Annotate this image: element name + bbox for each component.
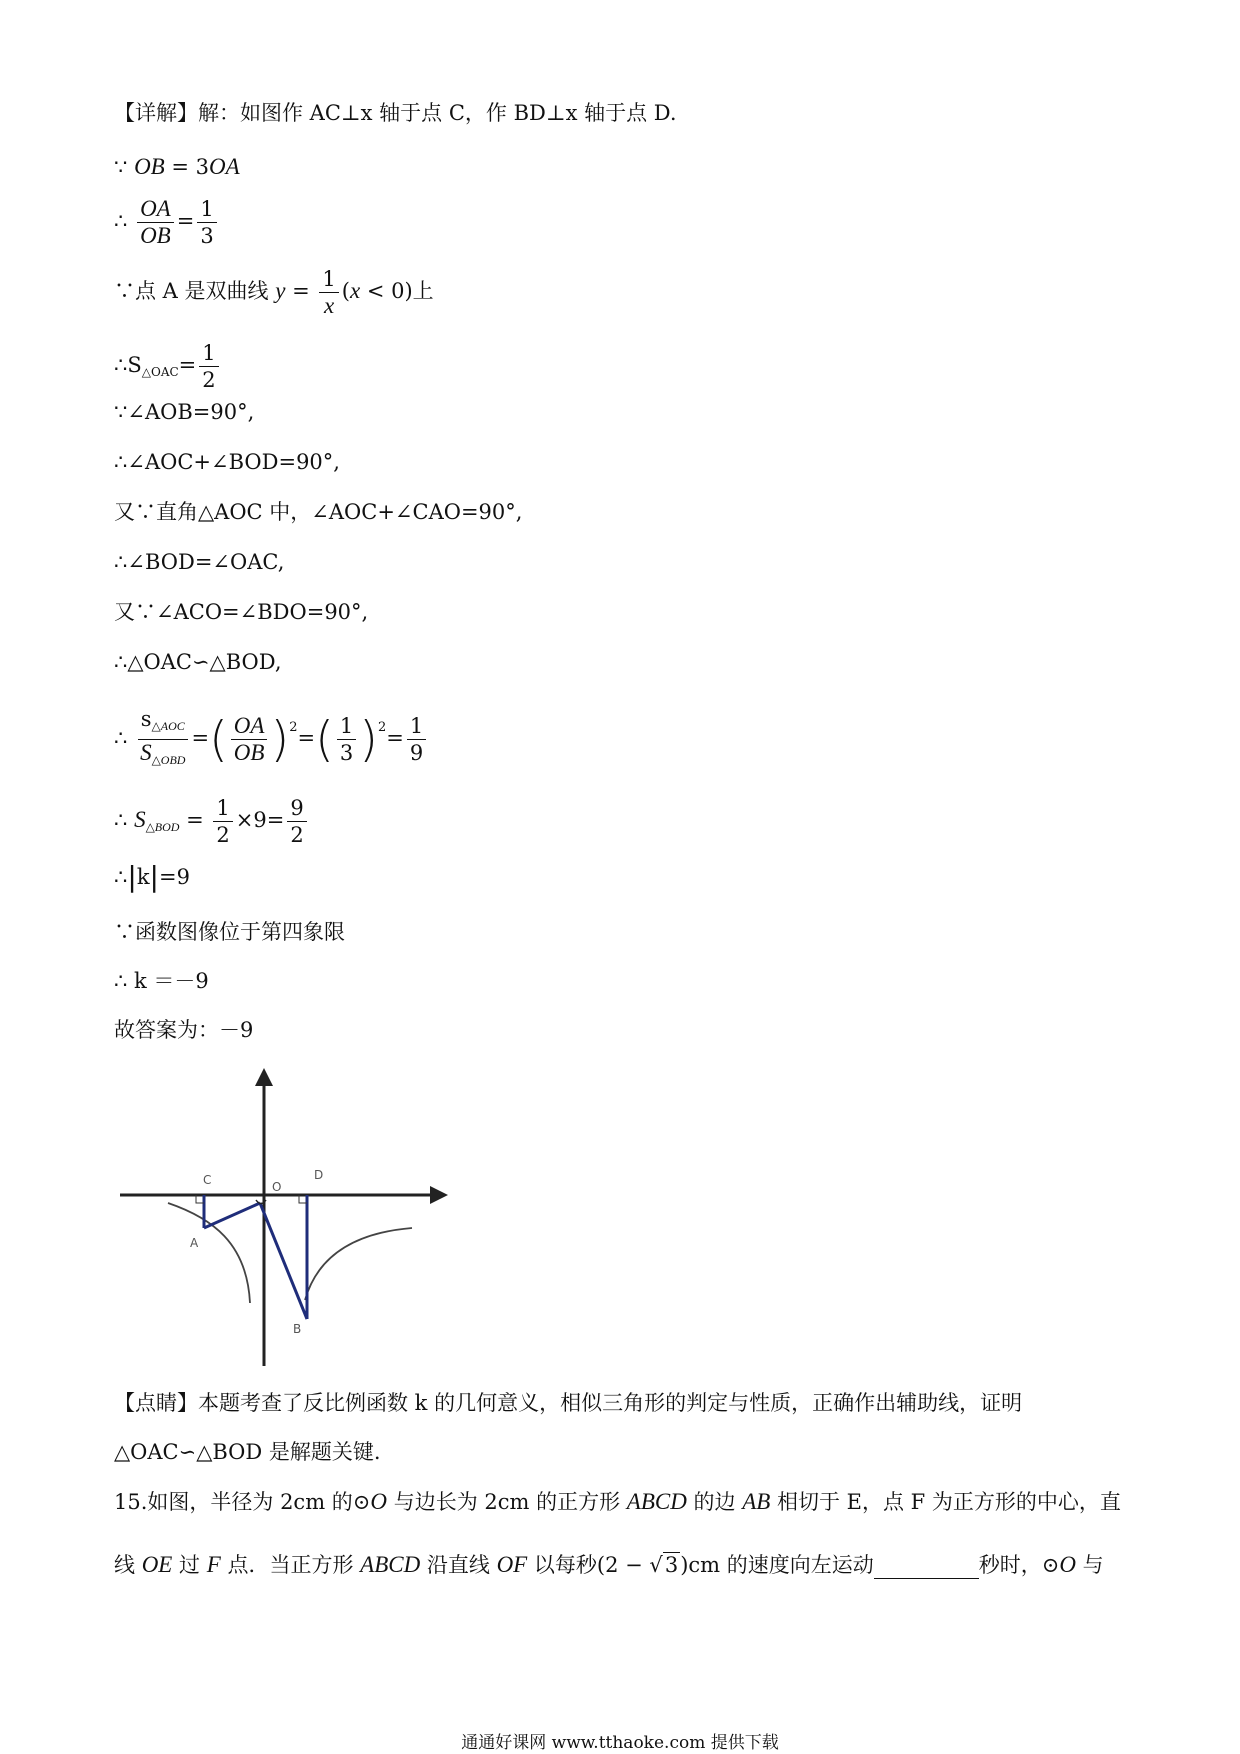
left-curve xyxy=(168,1203,250,1303)
segment-ob: OB xyxy=(134,154,165,179)
area-oac-line xyxy=(114,340,222,393)
similar-triangles-line: ∴△OAC∽△BOD, xyxy=(114,650,282,674)
equals: = xyxy=(176,209,195,233)
area-bod-line xyxy=(114,795,310,848)
fraction-nine-halves: $\frac{9}{2}$ xyxy=(287,795,306,848)
y-axis-arrow-icon xyxy=(255,1068,273,1086)
right-triangle-line: 又∵直角△AOC 中，∠AOC+∠CAO=90°, xyxy=(114,500,523,524)
angle-sum-line: ∴∠AOC+∠BOD=90°, xyxy=(114,450,340,474)
exponent: 2 xyxy=(289,720,298,735)
equals: = xyxy=(285,279,317,303)
times-nine: ×9= xyxy=(235,808,285,832)
answer-line: 故答案为：－9 xyxy=(114,1018,254,1042)
segment-oa: OA xyxy=(209,154,240,179)
denominator: 2 xyxy=(202,368,216,392)
numerator: 1 xyxy=(319,266,338,293)
equals: = xyxy=(297,726,316,750)
fraction-oa-over-ob xyxy=(137,196,174,249)
quadrant-line: ∵函数图像位于第四象限 xyxy=(114,920,345,944)
because-symbol: ∵ xyxy=(114,155,128,179)
label-c: C xyxy=(203,1173,212,1187)
label-b: B xyxy=(293,1322,302,1336)
circle-symbol: ⊙ xyxy=(352,1490,371,1514)
answer-blank[interactable] xyxy=(874,1554,979,1579)
circle-symbol: ⊙ xyxy=(1041,1553,1060,1577)
problem-15-line-1: 15.如图，半径为 2cm 的⊙O 与边长为 2cm 的正方形 ABCD 的边 AB 相切于 E，点 F 为正方形的中心，直 xyxy=(114,1489,1121,1514)
equals: = xyxy=(191,726,210,750)
label-a: A xyxy=(190,1236,199,1250)
label-d: D xyxy=(314,1168,324,1182)
fraction-one-third: $\frac{1}{3}$ xyxy=(337,713,356,766)
denominator: 3 xyxy=(200,224,214,248)
var-y: y xyxy=(275,278,286,303)
right-angles-line: 又∵∠ACO=∠BDO=90°, xyxy=(114,600,369,624)
numerator: 1 xyxy=(197,196,216,223)
abs-k-line: ∴|k|=9 xyxy=(114,860,190,893)
area-subscript: △BOD xyxy=(145,820,180,834)
label-o: O xyxy=(272,1180,282,1194)
hyperbola-figure xyxy=(112,1068,452,1373)
var-x: x xyxy=(349,278,361,303)
hyperbola-prefix: ∵点 A 是双曲线 xyxy=(114,279,269,303)
problem-15-line-2: 线 OE 过 F 点．当正方形 ABCD 沿直线 OF 以每秒(2 − √3)cm 的速度向左运动 秒时，⊙O 与 xyxy=(114,1552,1104,1577)
condition-rest: < 0)上 xyxy=(360,279,434,303)
equals: = xyxy=(386,726,404,750)
exponent: 2 xyxy=(377,720,387,735)
footer-source: 通通好课网 www.tthaoke.com 提供下载 xyxy=(461,1733,779,1753)
denominator: OB xyxy=(140,223,171,248)
segment-oa xyxy=(204,1203,260,1228)
fraction-area-ratio xyxy=(137,706,188,773)
sqrt-three: 3 xyxy=(664,1553,679,1577)
area-symbol: S xyxy=(134,807,146,832)
therefore-symbol: ∴ xyxy=(114,726,128,750)
therefore-symbol: ∴ xyxy=(114,808,128,832)
denominator: $S_{\triangle OBD}$ xyxy=(140,740,186,767)
therefore-symbol: ∴ xyxy=(114,865,128,889)
fraction-one-half: $\frac{1}{2}$ xyxy=(213,795,232,848)
numerator: $s_{\triangle AOC}$ xyxy=(138,706,188,740)
fraction-one-ninth: $\frac{1}{9}$ xyxy=(407,713,426,766)
paren-open: ( xyxy=(341,279,350,303)
var-k: k xyxy=(136,865,150,889)
equals: = xyxy=(179,808,211,832)
segment-ob xyxy=(260,1203,307,1319)
angle-equal-line: ∴∠BOD=∠OAC, xyxy=(114,550,285,574)
key-point-line-2: △OAC∽△BOD 是解题关键. xyxy=(114,1440,381,1464)
equals-nine: =9 xyxy=(158,865,190,889)
equals: = xyxy=(178,353,197,377)
area-ratio-line: ∴ $\frac{s_{\triangle AOC}}{S_{\triangle OBD}}$ =( $\frac{OA}{OB}$ )$^2$=( $\frac{1}{3}$ )$^2$= $\frac{1}{9}$ xyxy=(114,706,429,773)
key-point-line: 【点睛】本题考查了反比例函数 k 的几何意义，相似三角形的判定与性质，正确作出辅助线，证明 xyxy=(114,1391,1023,1415)
right-curve xyxy=(305,1228,412,1300)
given-ob-3oa xyxy=(114,152,240,182)
therefore-symbol: ∴ xyxy=(114,209,128,233)
fraction-one-over-x xyxy=(319,266,338,319)
ratio-oa-ob-line xyxy=(114,196,220,249)
area-subscript: △OAC xyxy=(141,365,179,379)
numerator: OA xyxy=(137,196,174,223)
denominator: x xyxy=(323,293,335,318)
fraction-one-third xyxy=(197,196,216,249)
solution-heading-line: 【详解】解：如图作 AC⊥x 轴于点 C，作 BD⊥x 轴于点 D. xyxy=(114,101,677,125)
k-value-line: ∴ k ＝－9 xyxy=(114,969,209,993)
fraction-oa-over-ob: $\frac{OA}{OB}$ xyxy=(231,713,268,766)
hyperbola-line xyxy=(114,266,434,319)
x-axis-arrow-icon xyxy=(430,1186,448,1204)
area-symbol: ∴S xyxy=(114,353,142,377)
fraction-one-half xyxy=(199,340,218,393)
numerator: 1 xyxy=(199,340,218,367)
angle-aob-line: ∵∠AOB=90°, xyxy=(114,400,255,424)
equals-three: = 3 xyxy=(164,155,210,179)
